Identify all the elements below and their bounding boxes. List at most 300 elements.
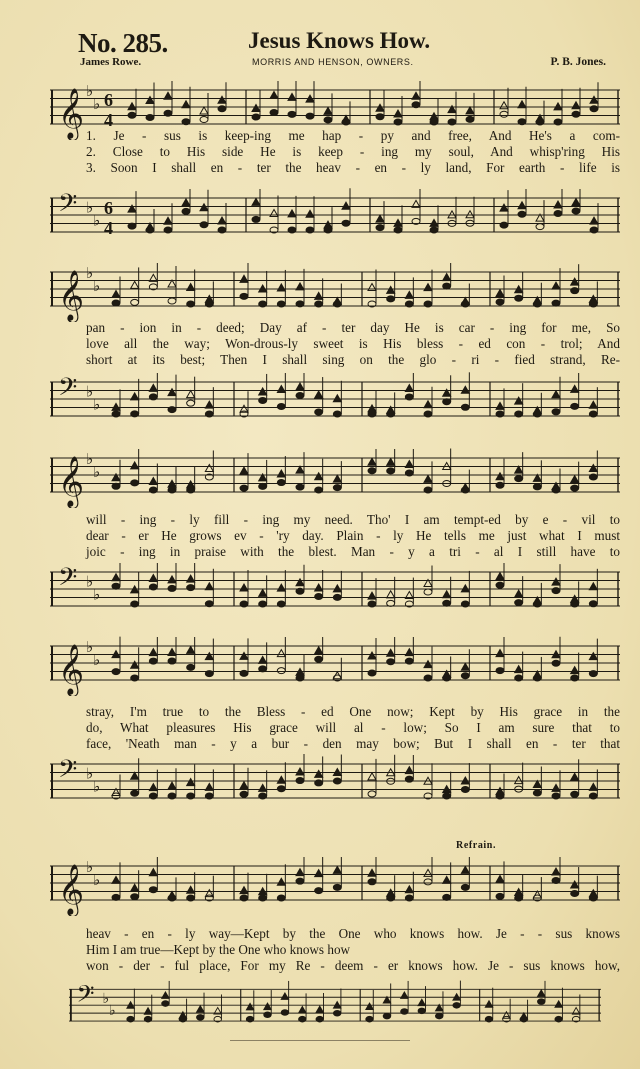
note-head [205, 671, 213, 677]
note-head [281, 1010, 288, 1016]
note-head [461, 884, 469, 890]
note-head [448, 211, 456, 218]
note-head [179, 1016, 186, 1022]
note-head [259, 793, 267, 799]
note-head [500, 111, 508, 117]
note-head [205, 653, 213, 660]
note-head [387, 659, 395, 665]
flat-icon: ♭ [93, 870, 101, 889]
note-head [461, 673, 469, 679]
music-system-5 [50, 856, 620, 1036]
note-head [277, 878, 285, 885]
note-head [554, 211, 562, 217]
note-head [424, 284, 432, 291]
note-head [571, 675, 579, 681]
note-head [333, 475, 341, 482]
note-head [264, 1012, 271, 1018]
note-head [424, 301, 432, 307]
note-head [368, 869, 376, 876]
note-head [552, 578, 560, 585]
note-head [296, 768, 304, 775]
treble-staff [50, 636, 620, 696]
note-head [315, 770, 323, 777]
note-head [315, 888, 323, 894]
note-head [589, 474, 597, 480]
note-head [333, 395, 341, 402]
note-head [424, 675, 432, 681]
note-head [533, 780, 541, 787]
note-head [485, 1016, 492, 1022]
note-head [197, 1015, 204, 1021]
note-head [552, 877, 560, 883]
note-head [333, 594, 341, 600]
note-head [518, 202, 526, 209]
note-head [306, 210, 314, 217]
note-head [182, 199, 190, 206]
note-head [552, 784, 560, 791]
note-head [443, 600, 451, 606]
note-head [164, 92, 172, 99]
note-head [149, 658, 157, 664]
note-head [200, 204, 208, 211]
note-head [430, 219, 438, 226]
note-head [366, 1016, 373, 1022]
note-head [200, 117, 208, 123]
note-head [164, 110, 172, 116]
note-head [240, 275, 248, 282]
note-head [299, 1016, 306, 1022]
note-head [461, 386, 469, 393]
note-head [590, 106, 598, 112]
note-head [589, 601, 597, 607]
note-head [149, 584, 157, 590]
note-head [259, 397, 267, 403]
note-head [571, 773, 579, 780]
note-head [589, 671, 597, 677]
note-head [342, 119, 350, 125]
note-head [401, 992, 408, 999]
note-head [424, 589, 432, 595]
note-head [240, 791, 248, 797]
note-head [324, 117, 332, 123]
note-head [149, 869, 157, 876]
note-head [131, 772, 139, 779]
note-head [131, 601, 139, 607]
note-head [315, 870, 323, 877]
footer-rule [230, 1040, 410, 1041]
note-head [187, 793, 195, 799]
note-head [315, 487, 323, 493]
note-head [277, 385, 285, 392]
note-head [571, 601, 579, 607]
note-head [443, 274, 451, 281]
note-head [112, 483, 120, 489]
note-head [368, 411, 376, 417]
time-signature-top: 6 [104, 198, 113, 218]
note-head [277, 470, 285, 477]
note-head [515, 666, 523, 673]
note-head [127, 1016, 134, 1022]
bass-staff [50, 754, 620, 814]
owners-credit: MORRIS AND HENSON, OWNERS. [252, 57, 414, 67]
note-head [296, 878, 304, 884]
flat-icon: ♭ [86, 198, 94, 217]
note-head [418, 1008, 425, 1014]
note-head [424, 411, 432, 417]
note-head [552, 409, 560, 415]
note-head [277, 284, 285, 291]
note-head [376, 104, 384, 111]
note-head [240, 467, 248, 474]
note-head [144, 1008, 151, 1015]
note-head [466, 116, 474, 122]
note-head [246, 1003, 253, 1010]
note-head [533, 301, 541, 307]
note-head [205, 301, 213, 307]
note-head [555, 1001, 562, 1008]
note-head [259, 601, 267, 607]
note-head [168, 576, 176, 583]
verse-1-line: will - ing - ly fill - ing my need. Tho' I am tempt-ed by e - vil to [86, 512, 620, 527]
note-head [131, 462, 139, 469]
note-head [128, 103, 136, 110]
note-head [316, 1006, 323, 1013]
note-head [162, 1001, 169, 1007]
note-head [168, 298, 176, 304]
flat-icon: ♭ [93, 94, 101, 113]
note-head [182, 208, 190, 214]
note-head [552, 868, 560, 875]
bass-clef-icon: 𝄢 [58, 373, 78, 408]
note-head [182, 119, 190, 125]
note-head [554, 201, 562, 208]
note-head [200, 222, 208, 228]
verse-2-line: 2. Close to His side He is keep - ing my soul, And whisp'ring His [86, 144, 620, 159]
refrain-label: Refrain. [456, 840, 497, 851]
note-head [387, 286, 395, 293]
note-head [443, 675, 451, 681]
note-head [264, 1003, 271, 1010]
note-head [387, 591, 395, 598]
hymn-title: Jesus Knows How. [248, 28, 431, 53]
note-head [296, 588, 304, 594]
note-head [515, 895, 523, 901]
note-head [461, 585, 469, 592]
note-head [144, 1016, 151, 1022]
flat-icon: ♭ [86, 638, 94, 656]
note-head [259, 285, 267, 292]
note-head [571, 403, 579, 409]
note-head [270, 110, 278, 116]
note-head [589, 583, 597, 590]
note-head [316, 1016, 323, 1022]
note-head [333, 884, 341, 890]
note-head [112, 411, 120, 417]
note-head [112, 291, 120, 298]
note-head [536, 224, 544, 230]
note-head [515, 600, 523, 606]
note-head [205, 401, 213, 408]
note-head [394, 110, 402, 117]
bass-staff [50, 980, 620, 1036]
note-head [571, 278, 579, 285]
music-system-3 [50, 448, 620, 620]
verse-3-line: won - der - ful place, For my Re - deem - er knows how. Je - sus knows how, [86, 958, 620, 973]
note-head [485, 1001, 492, 1008]
note-head [315, 780, 323, 786]
note-head [572, 208, 580, 214]
note-head [376, 215, 384, 222]
note-head [277, 895, 285, 901]
note-head [552, 282, 560, 289]
verse-1-line: heav - en - ly way—Kept by the One who knows how. Je - - sus knows [86, 926, 620, 941]
note-head [182, 101, 190, 108]
note-head [496, 893, 504, 899]
note-head [205, 793, 213, 799]
note-head [552, 391, 560, 398]
note-head [240, 652, 248, 659]
note-head [112, 876, 120, 883]
note-head [466, 107, 474, 114]
note-head [405, 384, 413, 391]
note-head [149, 394, 157, 400]
note-head [424, 401, 432, 408]
author-credit: James Rowe. [80, 56, 142, 68]
music-system-1 [50, 80, 620, 250]
note-head [187, 301, 195, 307]
note-head [240, 782, 248, 789]
lyrics-block [86, 926, 620, 974]
note-head [333, 301, 341, 307]
note-head [324, 107, 332, 114]
note-head [277, 668, 285, 674]
note-head [187, 664, 195, 670]
note-head [430, 119, 438, 125]
note-head [218, 106, 226, 112]
note-head [240, 887, 248, 894]
note-head [131, 790, 139, 796]
note-head [515, 777, 523, 784]
note-head [315, 409, 323, 415]
note-head [533, 411, 541, 417]
note-head [496, 482, 504, 488]
note-head [205, 411, 213, 417]
note-head [443, 876, 451, 883]
note-head [430, 227, 438, 233]
note-head [299, 1006, 306, 1013]
verse-3-line: 3. Soon I shall en - ter the heav - en - ly land, For earth - life is [86, 160, 620, 175]
note-head [448, 119, 456, 125]
note-head [168, 895, 176, 901]
flat-icon: ♭ [86, 858, 94, 876]
note-head [571, 791, 579, 797]
bass-clef-icon: 𝄢 [58, 189, 78, 224]
bass-clef-icon: 𝄢 [58, 755, 78, 790]
note-head [536, 119, 544, 125]
note-head [571, 667, 579, 674]
note-head [296, 383, 304, 390]
note-head [405, 394, 413, 400]
note-head [315, 301, 323, 307]
note-head [496, 582, 504, 588]
note-head [368, 458, 376, 465]
note-head [333, 485, 341, 491]
note-head [296, 675, 304, 681]
note-head [187, 886, 195, 893]
note-head [315, 473, 323, 480]
note-head [296, 778, 304, 784]
note-head [259, 388, 267, 395]
note-head [277, 650, 285, 657]
note-head [496, 290, 504, 297]
note-head [149, 887, 157, 893]
note-head [205, 464, 213, 471]
note-head [368, 879, 376, 885]
note-head [149, 575, 157, 582]
note-head [277, 301, 285, 307]
note-head [443, 591, 451, 598]
note-head [368, 773, 376, 780]
treble-clef-icon: 𝄞 [58, 864, 85, 915]
note-head [571, 288, 579, 294]
note-head [288, 93, 296, 100]
treble-clef-icon: 𝄞 [58, 456, 85, 507]
note-head [538, 990, 545, 997]
verse-3-line: joic - ing in praise with the blest. Man - y a tri - al I still have to [86, 544, 620, 559]
note-head [387, 468, 395, 474]
note-head [424, 661, 432, 668]
bass-staff [50, 562, 620, 622]
note-head [405, 658, 413, 664]
note-head [240, 584, 248, 591]
verse-1-line: stray, I'm true to the Bless - ed One now; Kept by His grace in the [86, 704, 620, 719]
flat-icon: ♭ [93, 650, 101, 669]
note-head [461, 663, 469, 670]
note-head [424, 475, 432, 482]
bass-clef-icon: 𝄢 [58, 563, 78, 598]
note-head [131, 393, 139, 400]
note-head [128, 223, 136, 229]
note-head [333, 778, 341, 784]
note-head [168, 658, 176, 664]
note-head [277, 403, 285, 409]
note-head [187, 779, 195, 786]
note-head [552, 300, 560, 306]
lyrics-block [86, 704, 620, 752]
note-head [149, 784, 157, 791]
note-head [131, 675, 139, 681]
note-head [405, 776, 413, 782]
note-head [240, 670, 248, 676]
note-head [149, 384, 157, 391]
note-head [515, 295, 523, 301]
note-head [533, 484, 541, 490]
note-head [315, 656, 323, 662]
note-head [205, 583, 213, 590]
note-head [128, 112, 136, 118]
note-head [383, 1013, 390, 1019]
note-head [554, 103, 562, 110]
note-head [296, 484, 304, 490]
note-head [424, 869, 432, 876]
note-head [368, 652, 376, 659]
note-head [555, 1016, 562, 1022]
note-head [461, 787, 469, 793]
note-head [368, 468, 376, 474]
note-head [131, 281, 139, 288]
note-head [387, 411, 395, 417]
note-head [315, 584, 323, 591]
note-head [405, 767, 413, 774]
note-head [218, 96, 226, 103]
note-head [333, 1010, 340, 1016]
note-head [572, 102, 580, 109]
note-head [218, 227, 226, 233]
note-head [205, 601, 213, 607]
note-head [387, 649, 395, 656]
note-head [368, 791, 376, 797]
note-head [533, 790, 541, 796]
note-head [146, 114, 154, 120]
note-head [589, 793, 597, 799]
note-head [461, 601, 469, 607]
note-head [187, 400, 195, 406]
note-head [515, 397, 523, 404]
note-head [538, 999, 545, 1005]
note-head [418, 999, 425, 1006]
note-head [515, 411, 523, 417]
note-head [288, 227, 296, 233]
note-head [590, 227, 598, 233]
note-head [164, 217, 172, 224]
note-head [394, 119, 402, 125]
note-head [277, 584, 285, 591]
note-head [168, 487, 176, 493]
note-head [288, 210, 296, 217]
note-head [296, 283, 304, 290]
note-head [187, 646, 195, 653]
note-head [589, 895, 597, 901]
note-head [259, 895, 267, 901]
note-head [259, 666, 267, 672]
treble-staff [50, 448, 620, 508]
note-head [259, 483, 267, 489]
note-head [112, 403, 120, 410]
time-signature-top: 6 [104, 90, 113, 110]
note-head [131, 894, 139, 900]
note-head [168, 389, 176, 396]
verse-2-line: do, What pleasures His grace will al - low; So I am sure that to [86, 720, 620, 735]
note-head [518, 211, 526, 217]
note-head [306, 113, 314, 119]
note-head [443, 399, 451, 405]
lyrics-block [86, 512, 620, 560]
note-head [187, 283, 195, 290]
note-head [168, 585, 176, 591]
note-head [424, 487, 432, 493]
note-head [277, 601, 285, 607]
note-head [315, 593, 323, 599]
note-head [387, 895, 395, 901]
flat-icon: ♭ [93, 276, 101, 295]
treble-clef-icon: 𝄞 [58, 644, 85, 695]
note-head [259, 656, 267, 663]
lyrics-block [86, 320, 620, 368]
note-head [252, 198, 260, 205]
flat-icon: ♭ [86, 264, 94, 282]
note-head [131, 661, 139, 668]
note-head [518, 119, 526, 125]
